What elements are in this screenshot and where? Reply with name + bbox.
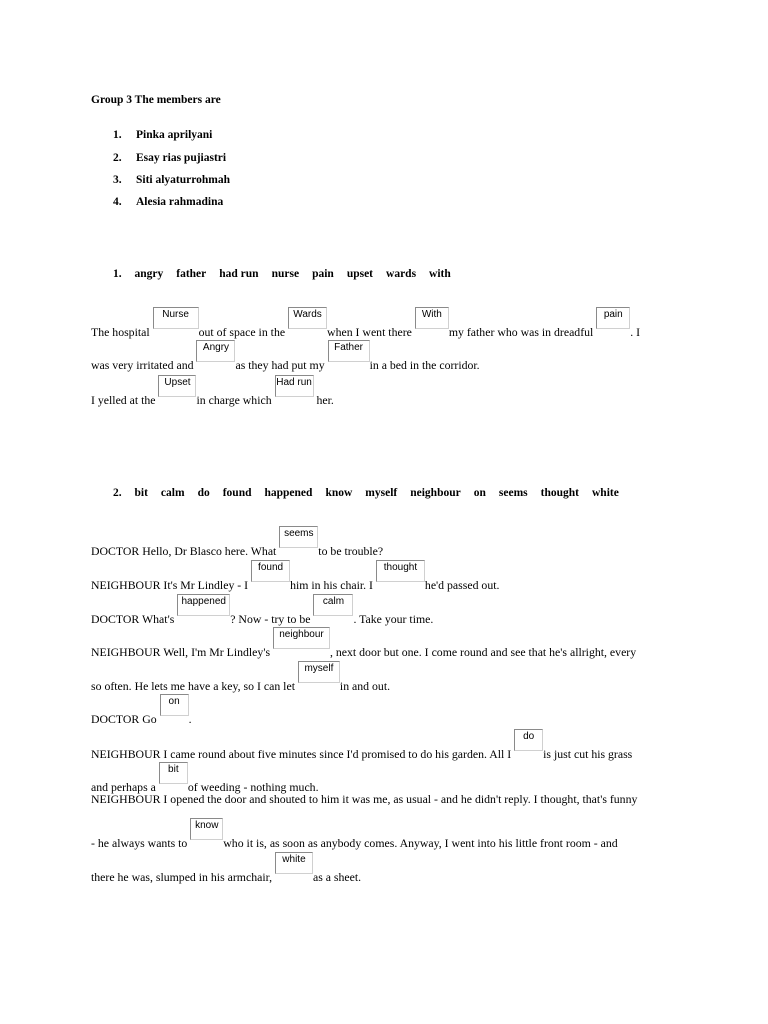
answer-box[interactable]: pain — [596, 307, 630, 329]
answer-box[interactable]: Nurse — [153, 307, 199, 329]
member-item: 1. Pinka aprilyani — [113, 129, 213, 141]
answer-box[interactable]: happened — [177, 594, 230, 616]
dialogue-line: NEIGHBOUR It's Mr Lindley - I foundhim in his chair. I thoughthe'd passed out. — [91, 562, 500, 592]
dialogue-line: NEIGHBOUR I opened the door and shouted to him it was me, as usual - and he didn't reply. I thought, that's funny — [91, 792, 638, 806]
answer-box[interactable]: thought — [376, 560, 425, 582]
exercise1-line-1: The hospital Nurseout of space in the Wardswhen I went there Withmy father who was in dreadful pain. I — [91, 309, 641, 339]
member-item: 2. Esay rias pujiastri — [113, 152, 227, 164]
answer-box[interactable]: seems — [279, 526, 318, 548]
answer-box[interactable]: neighbour — [273, 627, 330, 649]
answer-box[interactable]: Angry — [196, 340, 235, 362]
answer-box[interactable]: bit — [159, 762, 188, 784]
exercise1-word-list: 1. angry father had run nurse pain upset wards with — [113, 268, 451, 280]
answer-box[interactable]: Father — [328, 340, 370, 362]
answer-box[interactable]: Wards — [288, 307, 327, 329]
dialogue-line: DOCTOR Hello, Dr Blasco here. What seemsto be trouble? — [91, 528, 384, 558]
answer-box[interactable]: calm — [313, 594, 353, 616]
dialogue-line: NEIGHBOUR I came round about five minutes since I'd promised to do his garden. All I dois just cut his grass — [91, 731, 633, 761]
answer-box[interactable]: Upset — [158, 375, 196, 397]
answer-box[interactable]: found — [251, 560, 290, 582]
answer-box[interactable]: myself — [298, 661, 340, 683]
exercise1-line-2: was very irritated and Angryas they had put my Fatherin a bed in the corridor. — [91, 342, 480, 372]
dialogue-line: DOCTOR What's happened? Now - try to be calm. Take your time. — [91, 596, 434, 626]
answer-box[interactable]: With — [415, 307, 449, 329]
answer-box[interactable]: white — [275, 852, 313, 874]
dialogue-line: there he was, slumped in his armchair, whiteas a sheet. — [91, 854, 362, 884]
dialogue-line: - he always wants to knowwho it is, as soon as anybody comes. Anyway, I went into his little front room - and — [91, 820, 618, 850]
group-title: Group 3 The members are — [91, 94, 221, 106]
dialogue-line: NEIGHBOUR Well, I'm Mr Lindley's neighbour, next door but one. I come round and see that he's allright, every — [91, 629, 637, 659]
dialogue-line: and perhaps a bitof weeding - nothing much. — [91, 764, 319, 794]
answer-box[interactable]: know — [190, 818, 223, 840]
member-item: 3. Siti alyaturrohmah — [113, 174, 231, 186]
member-item: 4. Alesia rahmadina — [113, 196, 224, 208]
exercise1-line-3: I yelled at the Upsetin charge which Had run her. — [91, 377, 334, 407]
answer-box[interactable]: Had run — [275, 375, 314, 397]
dialogue-line: so often. He lets me have a key, so I can let myselfin and out. — [91, 663, 391, 693]
answer-box[interactable]: do — [514, 729, 543, 751]
answer-box[interactable]: on — [160, 694, 189, 716]
exercise2-word-list: 2. bit calm do found happened know myself neighbour on seems thought white — [113, 487, 619, 499]
dialogue-line: DOCTOR Go on. — [91, 696, 192, 726]
